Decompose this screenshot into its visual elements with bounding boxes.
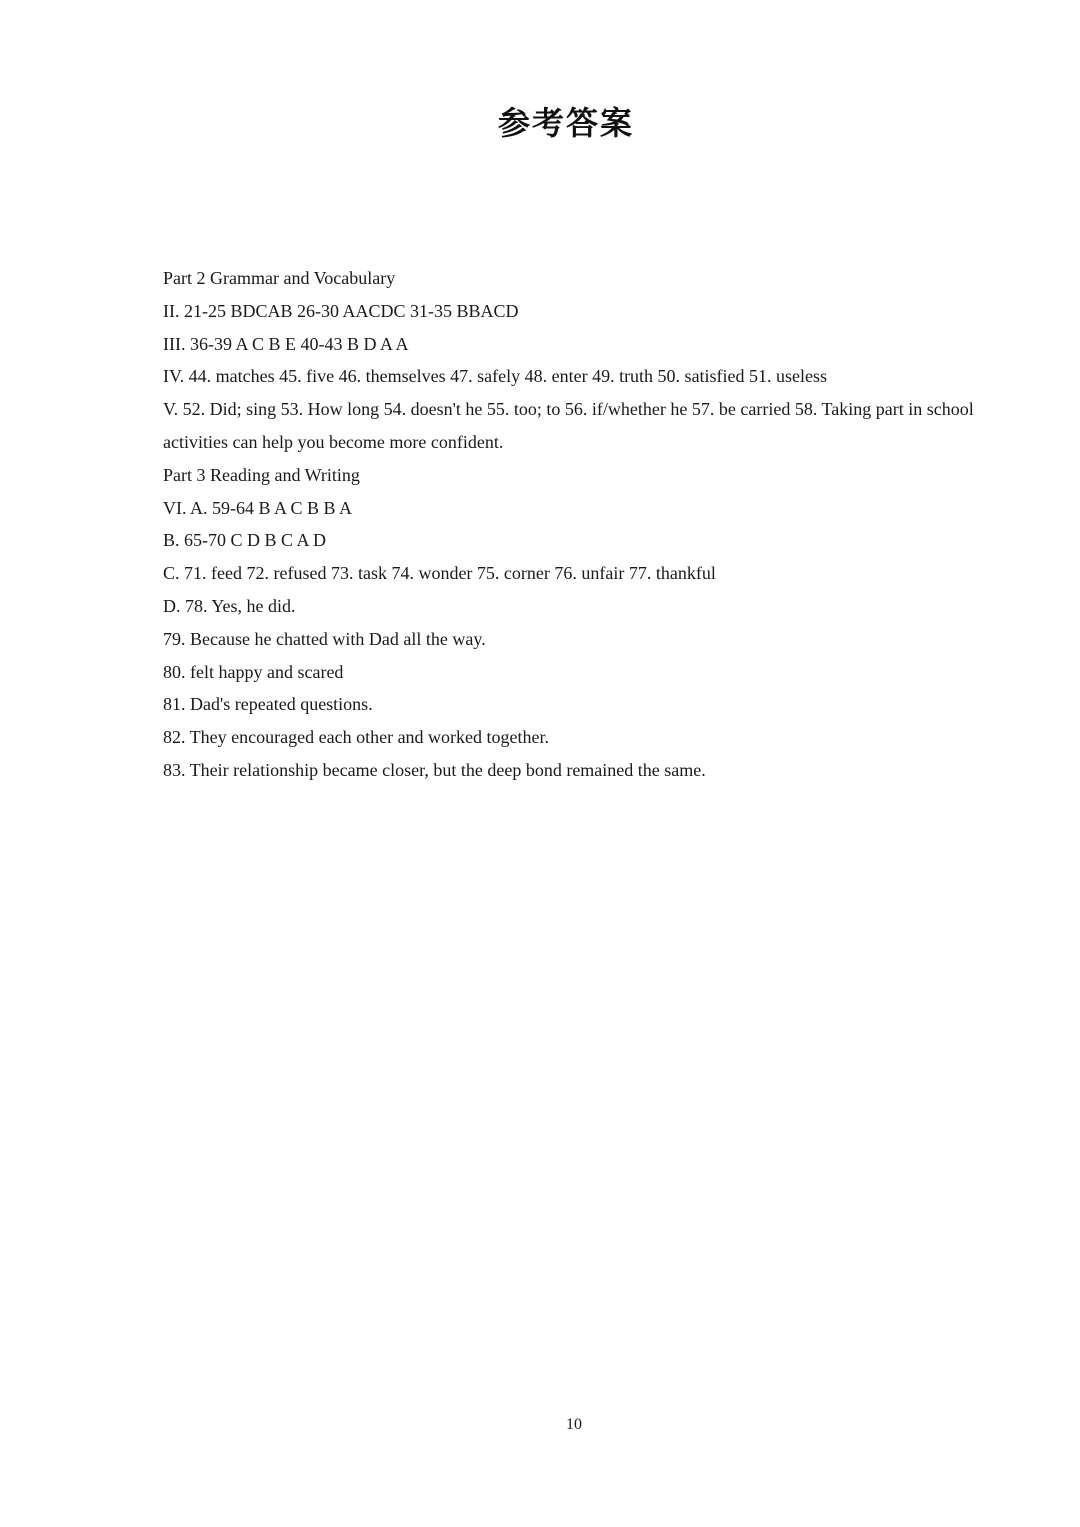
- answer-key-content: [163, 262, 993, 787]
- answer-line-83: 83. Their relationship became closer, but the deep bond remained the same.: [163, 759, 706, 780]
- answer-line-82: 82. They encouraged each other and worked together.: [163, 727, 550, 748]
- answer-line-80: 80. felt happy and scared: [163, 661, 344, 682]
- page-title: 参考答案: [497, 104, 634, 142]
- page-number: 10: [566, 1416, 582, 1433]
- answer-line-section-iv: IV. 44. matches 45. five 46. themselves 47. safely 48. enter 49. truth 50. satisfied 51. useless: [163, 366, 828, 387]
- section-heading-part-2: Part 2 Grammar and Vocabulary: [163, 268, 396, 288]
- answer-line-78: D. 78. Yes, he did.: [163, 595, 296, 616]
- answer-line-section-ii: II. 21-25 BDCAB 26-30 AACDC 31-35 BBACD: [163, 300, 519, 321]
- section-heading-part-3: Part 3 Reading and Writing: [163, 464, 360, 485]
- answer-line-section-iii: III. 36-39 A C B E 40-43 B D A A: [163, 333, 409, 354]
- answer-line-section-v: V. 52. Did; sing 53. How long 54. doesn't he 55. too; to 56. if/whether he 57. be carried 58. Taking part in school activities can help you become more confident.: [163, 399, 974, 452]
- answer-line-section-vi-a: VI. A. 59-64 B A C B B A: [163, 497, 353, 518]
- answer-line-81: 81. Dad's repeated questions.: [163, 694, 373, 715]
- answer-line-79: 79. Because he chatted with Dad all the way.: [163, 628, 486, 649]
- answer-line-section-vi-c: C. 71. feed 72. refused 73. task 74. wonder 75. corner 76. unfair 77. thankful: [163, 563, 716, 584]
- answer-line-section-vi-b: B. 65-70 C D B C A D: [163, 530, 327, 551]
